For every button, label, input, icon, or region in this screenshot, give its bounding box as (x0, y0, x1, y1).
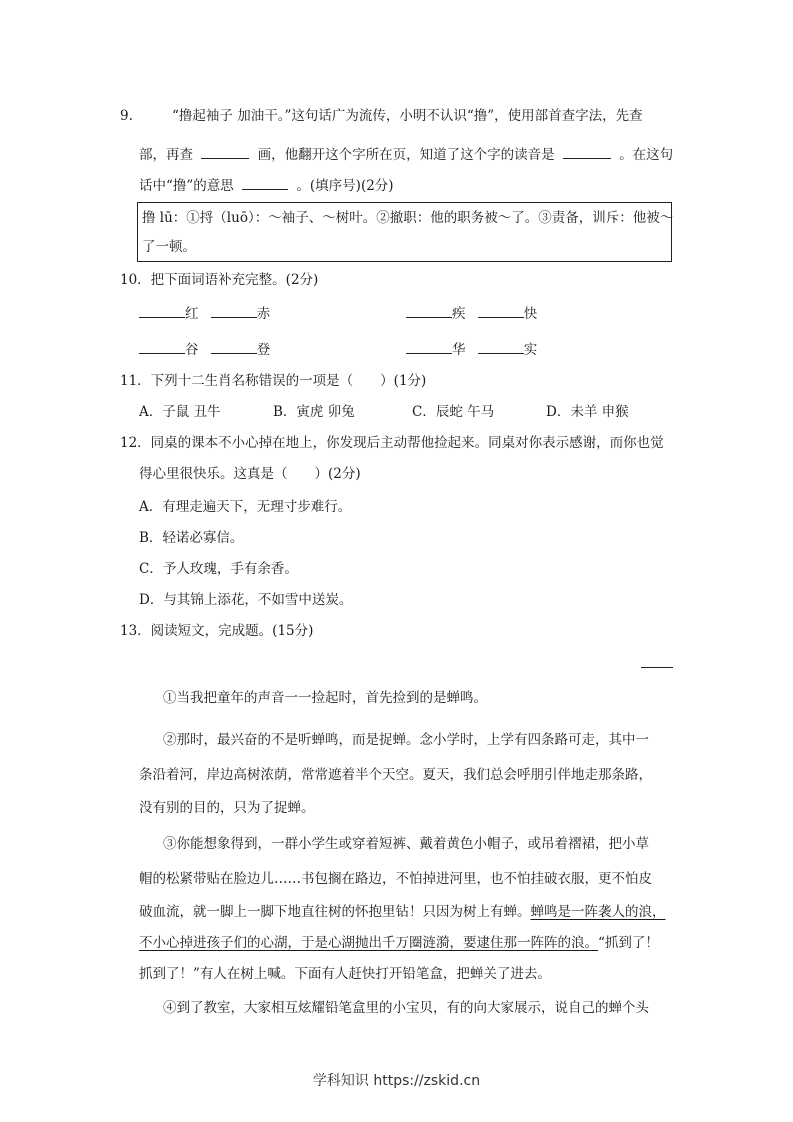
answer-blank[interactable] (478, 339, 524, 354)
q12-option-b[interactable]: B．轻诺必寡信。 (139, 530, 244, 546)
q11-title: 11．下列十二生肖名称错误的一项是（ ）(1分) (120, 373, 427, 389)
definition-line-2: 了一顿。 (142, 239, 196, 255)
answer-blank[interactable] (563, 144, 611, 159)
q9-line-2 (139, 144, 673, 165)
word-char: 华 (452, 342, 466, 358)
answer-blank[interactable] (211, 303, 257, 318)
q9-text: 话中“撸”的意思 (139, 178, 234, 194)
q12-option-c[interactable]: C．予人玫瑰，手有余香。 (139, 561, 298, 577)
q12-line-1: 12．同桌的课本不小心掉在地上，你发现后主动帮他捡起来。同桌对你表示感谢，而你也觉 (120, 435, 664, 451)
footer-watermark: 学科知识 https://zskid.cn (312, 1073, 481, 1089)
passage-para-1: ①当我把童年的声音一一捡起时，首先捡到的是蝉鸣。 (163, 690, 487, 706)
q9-text: 部，再查 (139, 147, 193, 163)
q10-row-2-left (139, 339, 270, 360)
word-char: 登 (256, 342, 271, 358)
word-char: 疾 (452, 306, 466, 322)
q11-option-a[interactable]: A．子鼠 丑牛 (139, 404, 221, 420)
q12-option-d[interactable]: D．与其锦上添花，不如雪中送炭。 (139, 592, 353, 608)
definition-line-1: 撸 lū：①捋（luō）：～袖子、～树叶。②撤职：他的职务被～了。③责备，训斥：他被～ (142, 210, 674, 226)
passage-text: “抓到了！ (598, 935, 659, 951)
q10-row-1-right (406, 303, 537, 324)
answer-blank[interactable] (139, 303, 185, 318)
word-char: 实 (523, 342, 538, 358)
passage-para-2-line-1: ②那时，最兴奋的不是听蝉鸣，而是捉蝉。念小学时，上学有四条路可走，其中一 (163, 732, 649, 748)
answer-blank[interactable] (406, 303, 452, 318)
passage-para-2-line-3: 没有别的目的，只为了捉蝉。 (139, 800, 315, 816)
answer-blank[interactable] (406, 339, 452, 354)
word-char: 快 (523, 306, 538, 322)
answer-blank[interactable] (478, 303, 524, 318)
q12-line-2: 得心里很快乐。这真是（ ）(2分) (139, 466, 361, 482)
title-blank-line[interactable] (641, 667, 673, 668)
passage-para-4-line-1: ④到了教室，大家相互炫耀铅笔盒里的小宝贝，有的向大家展示，说自己的蝉个头 (163, 1000, 649, 1016)
q11-option-c[interactable]: C．辰蛇 午马 (412, 404, 495, 420)
answer-blank[interactable] (201, 144, 249, 159)
word-char: 谷 (185, 342, 199, 358)
answer-blank[interactable] (211, 339, 257, 354)
q9-number: 9. (120, 108, 133, 124)
q9-text: 。在这句 (619, 147, 674, 163)
underlined-sentence: 蝉鸣是一阵袭人的浪， (530, 904, 666, 920)
q13-title: 13．阅读短文，完成题。(15分) (120, 623, 314, 639)
q11-option-d[interactable]: D．未羊 申猴 (546, 404, 629, 420)
passage-para-3-line-5: 抓到了！”有人在树上喊。下面有人赶快打开铅笔盒，把蝉关了进去。 (139, 966, 551, 982)
q9-line-3 (139, 175, 394, 196)
dictionary-definition-box (137, 202, 672, 262)
q10-title: 10．把下面词语补充完整。(2分) (120, 272, 319, 288)
passage-para-3-line-2: 帽的松紧带贴在脸边儿……书包搁在路边，不怕掉进河里，也不怕挂破衣服，更不怕皮 (139, 871, 652, 887)
q9-text: 画，他翻开这个字所在页，知道了这个字的读音是 (257, 147, 555, 163)
q10-row-1-left (139, 303, 270, 324)
q11-option-b[interactable]: B．寅虎 卯兔 (273, 404, 355, 420)
answer-blank[interactable] (242, 175, 288, 190)
underlined-sentence: 不小心掉进孩子们的心湖，于是心湖抛出千万圈涟漪，要逮住那一阵阵的浪。 (139, 935, 598, 951)
q10-row-2-right (406, 339, 537, 360)
answer-blank[interactable] (139, 339, 185, 354)
word-char: 赤 (256, 306, 271, 322)
passage-para-3-line-1: ③你能想象得到，一群小学生或穿着短裤、戴着黄色小帽子，或吊着褶裙，把小草 (163, 836, 649, 852)
q9-line-1: “撸起袖子 加油干。”这句话广为流传，小明不认识“撸”，使用部首查字法，先查 (172, 108, 643, 124)
q9-text: 。(填序号)(2分) (296, 178, 394, 194)
passage-para-3-line-4 (139, 933, 659, 953)
passage-text: 破血流，就一脚上一脚下地直往树的怀抱里钻！只因为树上有蝉。 (139, 904, 531, 920)
passage-para-3-line-3 (139, 902, 666, 922)
passage-para-2-line-2: 条沿着河，岸边高树浓荫，常常遮着半个天空。夏天，我们总会呼朋引伴地走那条路， (139, 767, 652, 783)
q12-option-a[interactable]: A．有理走遍天下，无理寸步难行。 (139, 499, 352, 515)
word-char: 红 (185, 306, 199, 322)
